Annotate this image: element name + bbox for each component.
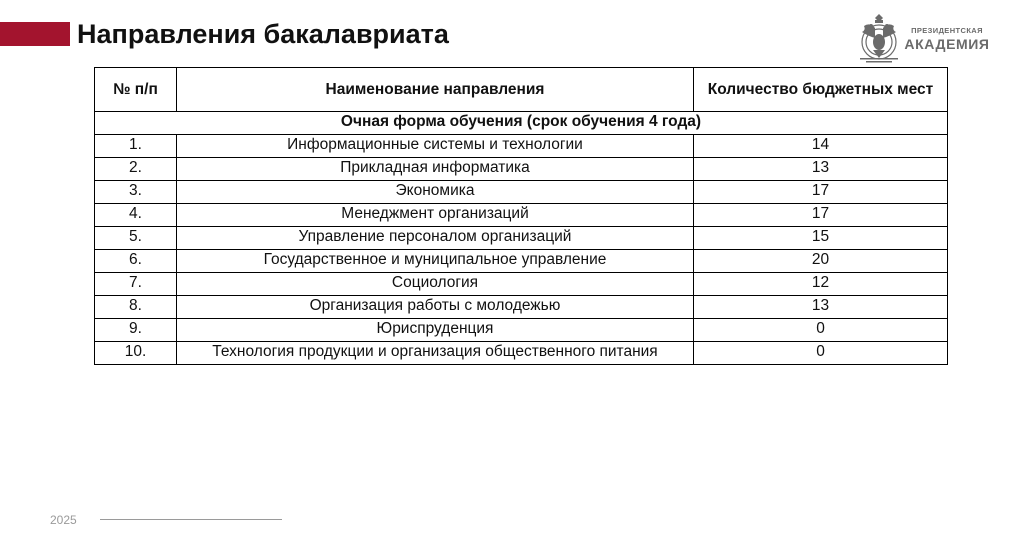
table-row (95, 296, 948, 319)
row-name-cell: Государственное и муниципальное управление (177, 250, 694, 273)
row-num-cell: 10. (95, 342, 177, 365)
row-seats-cell: 13 (694, 158, 948, 181)
logo-text-line1: ПРЕЗИДЕНТСКАЯ (911, 26, 983, 35)
row-num-cell: 2. (95, 158, 177, 181)
table-row (95, 158, 948, 181)
academy-logo (856, 12, 991, 67)
table-row (95, 319, 948, 342)
row-num-cell: 5. (95, 227, 177, 250)
bachelor-programs-table (94, 67, 948, 365)
header-name: Наименование направления (177, 68, 694, 112)
row-num-cell: 8. (95, 296, 177, 319)
table-row (95, 273, 948, 296)
row-name-cell: Организация работы с молодежью (177, 296, 694, 319)
row-name-cell: Технология продукции и организация общественного питания (177, 342, 694, 365)
row-seats-cell: 14 (694, 135, 948, 158)
row-name-cell: Юриспруденция (177, 319, 694, 342)
row-seats-cell: 17 (694, 181, 948, 204)
section-label: Очная форма обучения (срок обучения 4 года) (95, 112, 948, 135)
title-accent-bar (0, 22, 70, 46)
page-title: Направления бакалавриата (77, 19, 449, 49)
table-row (95, 135, 948, 158)
row-name-cell: Менеджмент организаций (177, 204, 694, 227)
row-seats-cell: 20 (694, 250, 948, 273)
row-seats-cell: 15 (694, 227, 948, 250)
row-num-cell: 4. (95, 204, 177, 227)
row-num-cell: 3. (95, 181, 177, 204)
row-name-cell: Экономика (177, 181, 694, 204)
row-num-cell: 7. (95, 273, 177, 296)
section-row (95, 112, 948, 135)
row-seats-cell: 12 (694, 273, 948, 296)
row-name-cell: Социология (177, 273, 694, 296)
table-row (95, 181, 948, 204)
row-num-cell: 1. (95, 135, 177, 158)
row-num-cell: 9. (95, 319, 177, 342)
row-name-cell: Прикладная информатика (177, 158, 694, 181)
row-seats-cell: 0 (694, 319, 948, 342)
table-row (95, 204, 948, 227)
footer-year: 2025 (50, 513, 77, 527)
table-row (95, 227, 948, 250)
row-seats-cell: 13 (694, 296, 948, 319)
footer-divider (100, 519, 282, 520)
row-seats-cell: 0 (694, 342, 948, 365)
header-num: № п/п (95, 68, 177, 112)
logo-text-line2: АКАДЕМИЯ (904, 36, 990, 52)
table-header-row (95, 68, 948, 112)
header-seats: Количество бюджетных мест (694, 68, 948, 112)
row-name-cell: Информационные системы и технологии (177, 135, 694, 158)
table-row (95, 342, 948, 365)
double-headed-eagle-icon (856, 12, 902, 67)
row-num-cell: 6. (95, 250, 177, 273)
row-seats-cell: 17 (694, 204, 948, 227)
row-name-cell: Управление персоналом организаций (177, 227, 694, 250)
table-row (95, 250, 948, 273)
